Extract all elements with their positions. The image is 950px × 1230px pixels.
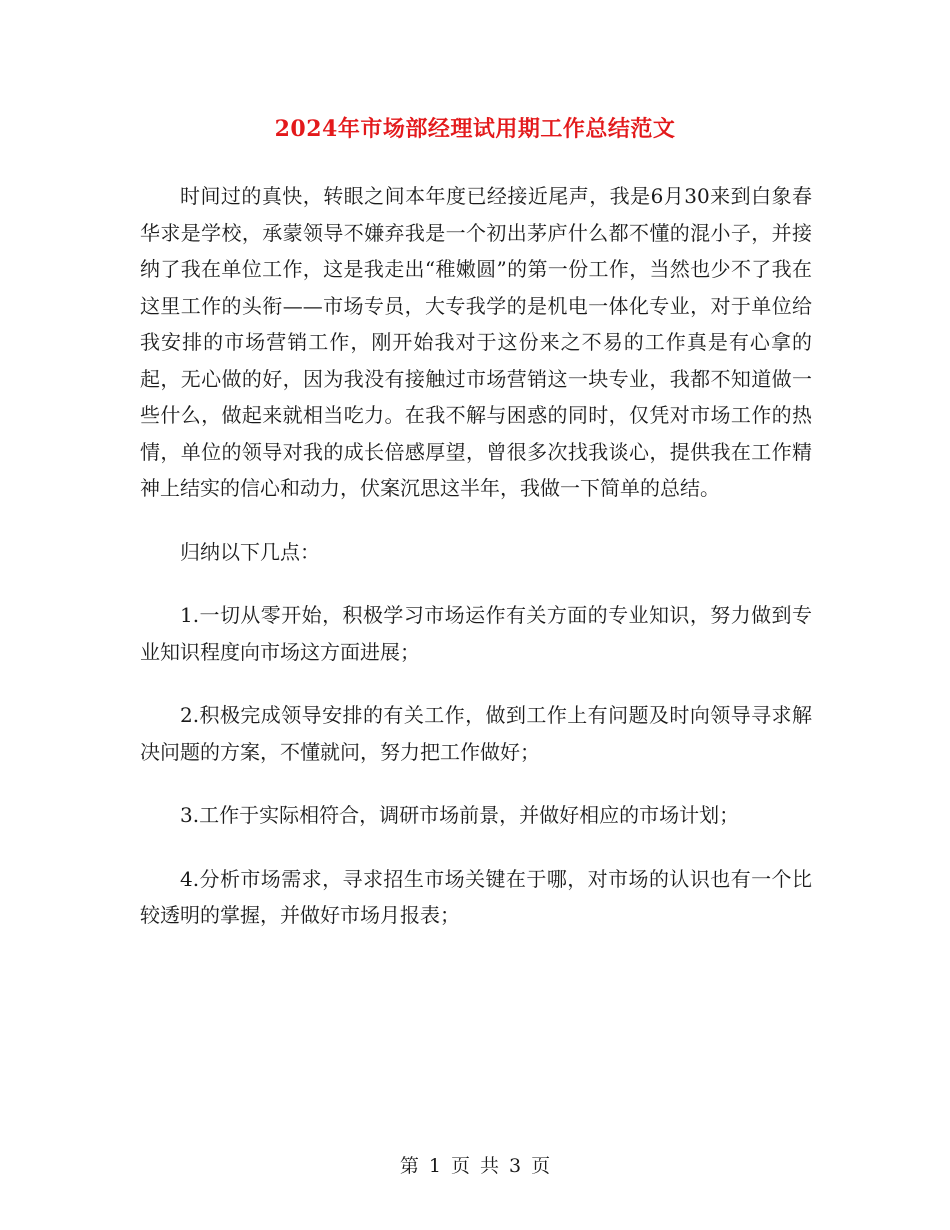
document-body [140, 178, 812, 961]
document-title: 2024年市场部经理试用期工作总结范文 [274, 116, 676, 142]
paragraph-summary-heading: 归纳以下几点： [180, 539, 320, 564]
paragraph-point-3: 3.工作于实际相符合，调研市场前景，并做好相应的市场计划； [180, 803, 740, 827]
paragraph-point-4: 4.分析市场需求，寻求招生市场关键在于哪，对市场的认识也有一个比较透明的掌握，并做好市场月报表； [140, 866, 812, 927]
paragraph-point-1: 1.一切从零开始，积极学习市场运作有关方面的专业知识，努力做到专业知识程度向市场这方面进展； [140, 603, 812, 664]
page-footer: 第 1 页 共 3 页 [399, 1155, 551, 1177]
paragraph-point-2: 2.积极完成领导安排的有关工作，做到工作上有问题及时向领导寻求解决问题的方案，不懂就问，努力把工作做好； [140, 703, 812, 764]
paragraph-intro: 时间过的真快，转眼之间本年度已经接近尾声，我是6月30来到白象春华求是学校，承蒙领导不嫌弃我是一个初出茅庐什么都不懂的混小子，并接纳了我在单位工作，这是我走出“稚嫩圆”的第一份工作，当然也少不了我在这里工作的头衔——市场专员，大专我学的是机电一体化专业，对于单位给我安排的市场营销工作，刚开始我对于这份来之不易的工作真是有心拿的起，无心做的好，因为我没有接触过市场营销这一块专业，我都不知道做一些什么，做起来就相当吃力。在我不解与困惑的同时，仅凭对市场工作的热情，单位的领导对我的成长倍感厚望，曾很多次找我谈心，提供我在工作精神上结实的信心和动力，伏案沉思这半年，我做一下简单的总结。 [140, 184, 812, 500]
